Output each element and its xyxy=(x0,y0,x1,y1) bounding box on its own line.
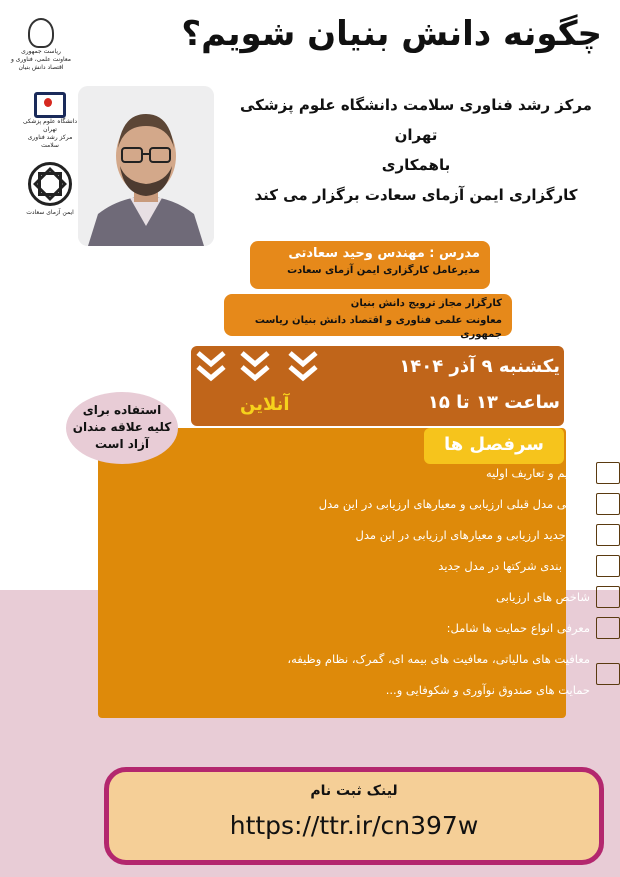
syllabus-item xyxy=(180,553,590,584)
event-mode: آنلاین xyxy=(240,394,290,415)
chevron-down-icon xyxy=(195,349,227,389)
calculator-icon xyxy=(596,663,620,685)
syllabus-item xyxy=(180,646,590,677)
checklist-icon xyxy=(596,586,620,608)
free-line3: آزاد است xyxy=(94,437,150,451)
syllabus-item xyxy=(180,460,590,491)
event-time: ساعت ۱۳ تا ۱۵ xyxy=(427,392,560,413)
instructor-role: مدیرعامل کارگزاری ایمن آزمای سعادت xyxy=(287,265,480,276)
syllabus-item-text: دسته بندی شرکتها در مدل جدید xyxy=(438,559,590,573)
government-logo xyxy=(6,18,76,72)
registration-label: لینک ثبت نام xyxy=(310,783,398,799)
free-line2: کلیه علاقه مندان xyxy=(72,420,172,434)
pencil-ruler-icon xyxy=(596,617,620,639)
instructor-name: مدرس : مهندس وحید سعادتی xyxy=(288,246,480,261)
syllabus-item xyxy=(180,677,590,708)
registration-link[interactable]: https://ttr.ir/cn397w xyxy=(229,811,479,840)
instructor-card xyxy=(250,241,490,289)
agency-logo-label: ایمن آزمای سعادت xyxy=(26,209,74,216)
syllabus-list xyxy=(180,460,590,708)
syllabus-item-text: معرفی انواع حمایت ها شامل: xyxy=(446,621,590,635)
credential-card xyxy=(224,294,512,340)
document-edit-icon xyxy=(596,555,620,577)
credential-line1: کارگزار مجاز ترویج دانش بنیان xyxy=(350,298,502,309)
teacher-board-icon xyxy=(596,493,620,515)
free-access-badge xyxy=(66,392,178,464)
syllabus-item-text: حمایت های صندوق نوآوری و شکوفایی و... xyxy=(385,683,590,697)
syllabus-item-text: معافیت های مالیاتی، معافیت های بیمه ای، گمرک، نظام وظیفه، xyxy=(287,652,590,666)
credential-line2: معاونت علمی فناوری و اقتصاد دانش بنیان ریاست جمهوری xyxy=(254,315,502,340)
syllabus-item-text: مفاهیم و تعاریف اولیه xyxy=(486,466,590,480)
syllabus-item xyxy=(180,491,590,522)
instructor-photo xyxy=(78,86,214,246)
organizer-line3: کارگزاری ایمن آزمای سعادت برگزار می کند xyxy=(254,186,578,204)
organizer-text xyxy=(226,90,606,210)
chevron-down-icon xyxy=(239,349,271,389)
syllabus-item xyxy=(180,615,590,646)
chart-board-icon xyxy=(596,524,620,546)
syllabus-item-text: مدل جدید ارزیابی و معیارهای ارزیابی در این مدل xyxy=(355,528,590,542)
university-book-icon xyxy=(34,92,66,118)
presentation-board-icon xyxy=(596,462,620,484)
page-title: چگونه دانش بنیان شویم؟ xyxy=(181,14,602,54)
syllabus-title: سرفصل ها xyxy=(424,428,564,464)
free-line1: استفاده برای xyxy=(82,403,162,417)
syllabus-item-text: معرفی مدل قبلی ارزیابی و معیارهای ارزیابی در این مدل xyxy=(318,497,590,511)
agency-star-icon xyxy=(28,162,72,206)
university-logo xyxy=(20,92,80,149)
gov-logo-line2: معاونت علمی، فناوری و اقتصاد دانش بنیان xyxy=(11,56,71,71)
uni-logo-line1: دانشگاه علوم پزشکی تهران xyxy=(22,118,78,133)
syllabus-item xyxy=(180,584,590,615)
event-date: یکشنبه ۹ آذر ۱۴۰۴ xyxy=(399,356,560,377)
registration-box xyxy=(104,767,604,865)
uni-logo-line2: مرکز رشد فناوری سلامت xyxy=(27,134,73,149)
agency-logo xyxy=(20,162,80,222)
chevron-down-icon xyxy=(287,349,319,389)
organizer-line1: مرکز رشد فناوری سلامت دانشگاه علوم پزشکی تهران xyxy=(240,96,592,144)
syllabus-item-text: شاخص های ارزیابی xyxy=(495,590,590,604)
iran-emblem-icon xyxy=(28,18,54,48)
gov-logo-line1: ریاست جمهوری xyxy=(21,48,61,55)
syllabus-item xyxy=(180,522,590,553)
organizer-line2: باهمکاری xyxy=(381,156,451,174)
